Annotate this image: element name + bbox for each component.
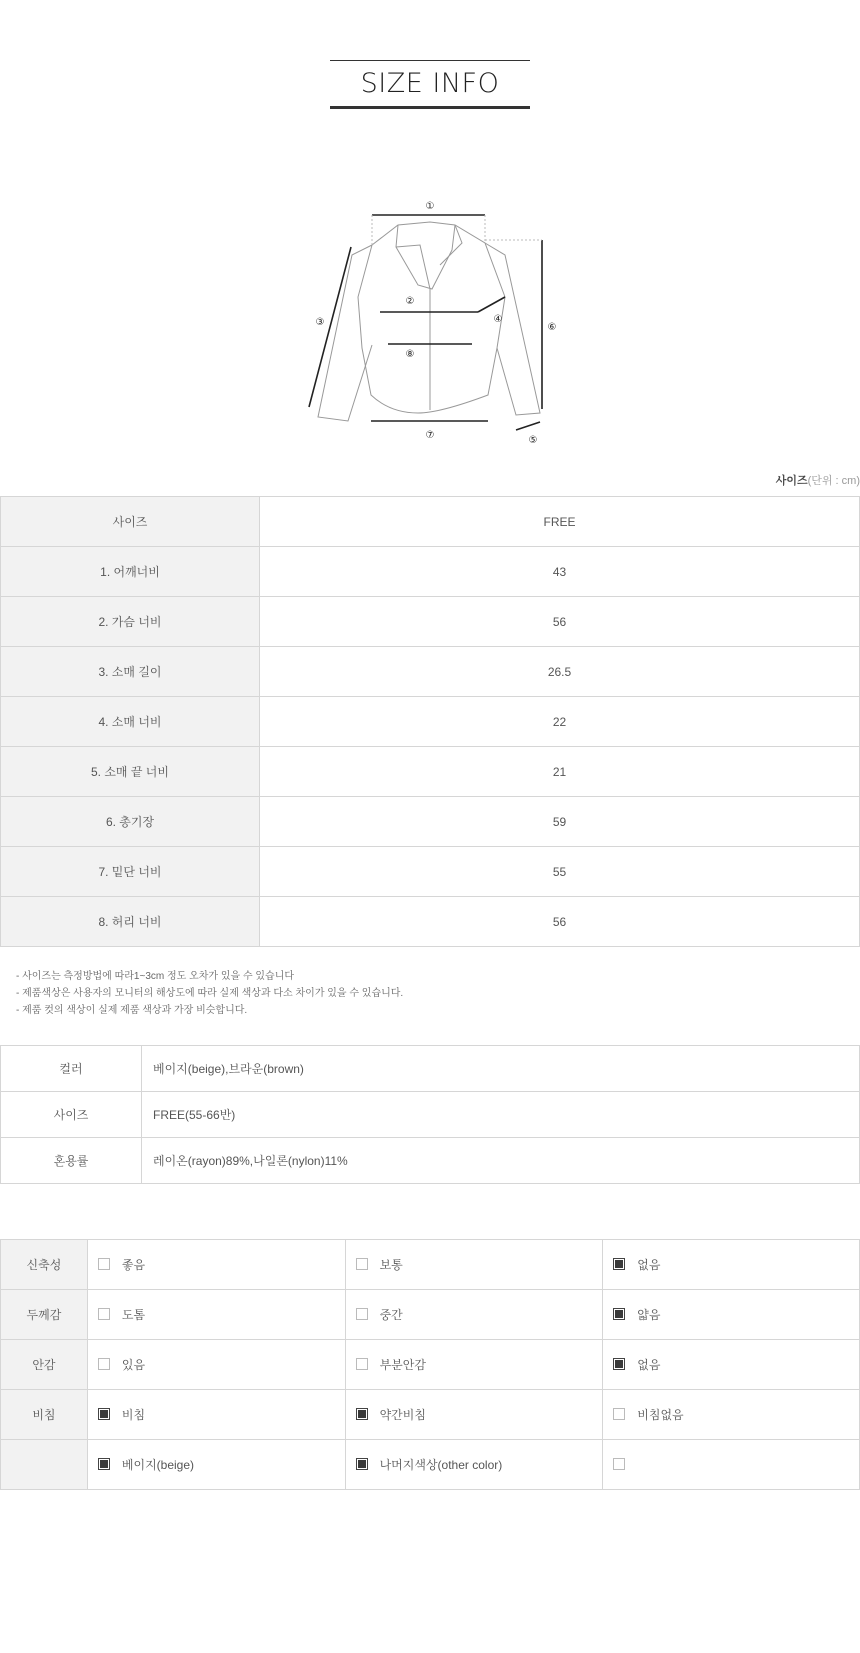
feature-option — [87, 1240, 345, 1290]
feature-option — [603, 1240, 860, 1290]
checkbox-icon — [613, 1458, 625, 1470]
size-notes — [16, 968, 403, 1019]
option-label: 좋음 — [121, 1258, 146, 1272]
checkbox-icon — [356, 1408, 368, 1420]
feature-option — [87, 1440, 345, 1490]
option-label: 비침없음 — [637, 1408, 684, 1422]
table-row — [1, 1092, 860, 1138]
option-label: 없음 — [637, 1258, 661, 1272]
measure-label: 2. 가슴 너비 — [1, 597, 260, 647]
feature-option — [345, 1240, 603, 1290]
measure-label: 7. 밑단 너비 — [1, 847, 260, 897]
feature-row-lining — [1, 1340, 860, 1390]
checkbox-icon — [356, 1258, 368, 1270]
info-label-color: 컬러 — [1, 1046, 142, 1092]
title-bottom-rule — [330, 106, 530, 109]
table-row — [1, 747, 860, 797]
feature-option — [87, 1290, 345, 1340]
jacket-outline — [315, 222, 540, 421]
feature-option — [603, 1440, 860, 1490]
feature-option — [345, 1340, 603, 1390]
checkbox-icon — [98, 1408, 110, 1420]
table-row — [1, 1138, 860, 1184]
info-value-size: FREE(55-66반) — [142, 1092, 860, 1138]
page-title: SIZE INFO — [360, 68, 500, 99]
checkbox-icon — [98, 1358, 110, 1370]
option-label: 중간 — [379, 1308, 403, 1322]
info-label-size: 사이즈 — [1, 1092, 142, 1138]
feature-option — [345, 1290, 603, 1340]
option-label: 있음 — [121, 1358, 146, 1372]
feature-option — [603, 1290, 860, 1340]
note-line: - 사이즈는 측정방법에 따라1~3cm 정도 오차가 있을 수 있습니다 — [16, 971, 295, 982]
marker-7: ⑦ — [425, 430, 435, 441]
size-header-label: 사이즈 — [1, 497, 260, 547]
feature-label: 두께감 — [1, 1290, 88, 1340]
marker-6: ⑥ — [547, 322, 557, 333]
unit-note-rest: (단위 : cm) — [807, 475, 860, 487]
feature-row-sheer — [1, 1390, 860, 1440]
measure-value: 55 — [260, 847, 860, 897]
feature-option — [603, 1390, 860, 1440]
measure-label: 1. 어깨너비 — [1, 547, 260, 597]
checkbox-icon — [613, 1258, 625, 1270]
table-row — [1, 547, 860, 597]
feature-option — [345, 1390, 603, 1440]
size-table-header — [1, 497, 860, 547]
feature-table — [0, 1239, 860, 1490]
feature-option — [87, 1340, 345, 1390]
measure-value: 56 — [260, 897, 860, 947]
unit-note-bold: 사이즈 — [775, 475, 808, 487]
feature-row-color — [1, 1440, 860, 1490]
measure-value: 59 — [260, 797, 860, 847]
measure-label: 6. 총기장 — [1, 797, 260, 847]
checkbox-icon — [613, 1358, 625, 1370]
info-label-fabric: 혼용률 — [1, 1138, 142, 1184]
measure-value: 43 — [260, 547, 860, 597]
checkbox-icon — [98, 1258, 110, 1270]
option-label: 비침 — [121, 1408, 146, 1422]
measure-label: 3. 소매 길이 — [1, 647, 260, 697]
measure-value: 56 — [260, 597, 860, 647]
option-label: 부분안감 — [379, 1358, 426, 1372]
feature-label: 비침 — [1, 1390, 88, 1440]
option-label: 도톰 — [121, 1308, 146, 1322]
measure-label: 8. 허리 너비 — [1, 897, 260, 947]
checkbox-icon — [98, 1458, 110, 1470]
option-label: 약간비침 — [379, 1408, 426, 1422]
feature-label: 신축성 — [1, 1240, 88, 1290]
info-value-color: 베이지(beige),브라운(brown) — [142, 1046, 860, 1092]
table-row — [1, 1046, 860, 1092]
measure-label: 5. 소매 끝 너비 — [1, 747, 260, 797]
marker-4: ④ — [493, 314, 503, 325]
feature-label — [1, 1440, 88, 1490]
feature-option — [345, 1440, 603, 1490]
table-row — [1, 897, 860, 947]
note-line: - 제품색상은 사용자의 모니터의 해상도에 따라 실제 색상과 다소 차이가 있을 수 있습니다. — [16, 988, 404, 999]
feature-option — [603, 1340, 860, 1390]
feature-label: 안감 — [1, 1340, 88, 1390]
option-label: 베이지(beige) — [121, 1458, 195, 1472]
marker-8: ⑧ — [405, 349, 415, 360]
option-label: 나머지색상(other color) — [379, 1458, 503, 1472]
checkbox-icon — [613, 1308, 625, 1320]
feature-row-thickness — [1, 1290, 860, 1340]
option-label: 없음 — [637, 1358, 661, 1372]
checkbox-icon — [98, 1308, 110, 1320]
option-label: 얇음 — [637, 1308, 661, 1322]
measure-value: 26.5 — [260, 647, 860, 697]
marker-1: ① — [425, 201, 435, 212]
option-label: 보통 — [379, 1258, 403, 1272]
checkbox-icon — [356, 1308, 368, 1320]
unit-note — [776, 472, 860, 488]
note-line: - 제품 컷의 색상이 실제 제품 색상과 가장 비슷합니다. — [16, 1005, 248, 1016]
marker-3: ③ — [315, 317, 325, 328]
table-row — [1, 647, 860, 697]
measure-value: 22 — [260, 697, 860, 747]
marker-2: ② — [405, 296, 415, 307]
checkbox-icon — [613, 1408, 625, 1420]
table-row — [1, 697, 860, 747]
product-info-table — [0, 1045, 860, 1184]
size-table — [0, 496, 860, 947]
measure-lines — [309, 215, 542, 430]
table-row — [1, 797, 860, 847]
size-header-value: FREE — [260, 497, 860, 547]
table-row — [1, 597, 860, 647]
measure-value: 21 — [260, 747, 860, 797]
info-value-fabric: 레이온(rayon)89%,나일론(nylon)11% — [142, 1138, 860, 1184]
jacket-measurement-diagram — [0, 185, 860, 450]
feature-option — [87, 1390, 345, 1440]
feature-row-stretch — [1, 1240, 860, 1290]
marker-5: ⑤ — [528, 435, 538, 446]
checkbox-icon — [356, 1358, 368, 1370]
measure-label: 4. 소매 너비 — [1, 697, 260, 747]
table-row — [1, 847, 860, 897]
checkbox-icon — [356, 1458, 368, 1470]
size-info-title — [330, 60, 530, 109]
